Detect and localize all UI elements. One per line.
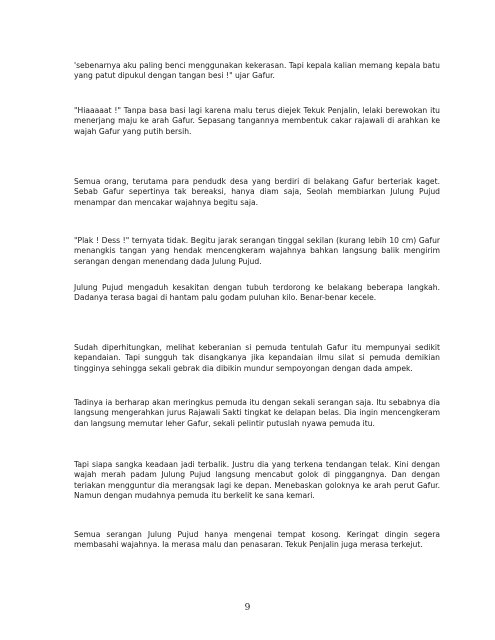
paragraph-1: 'sebenarnya aku paling benci menggunakan kekerasan. Tapi kepala kalian memang kepala batu yang patut dipukul dengan tangan besi !" ujar Gafur. <box>74 61 440 81</box>
page-number: 9 <box>244 603 251 613</box>
paragraph-5: Julung Pujud mengaduh kesakitan dengan tubuh terdorong ke belakang beberapa langkah. Dadanya terasa bagai di hantam palu godam puluhan kilo. Benar-benar kecele. <box>74 283 440 303</box>
paragraph-3: Semua orang, terutama para pendudk desa yang berdiri di belakang Gafur berteriak kaget. Sebab Gafur sepertinya tak bereaksi, hanya diam saja, Seolah membiarkan Julung Pujud menampar dan mencakar wajahnya begitu saja. <box>74 177 440 207</box>
paragraph-7: Tadinya ia berharap akan meringkus pemuda itu dengan sekali serangan saja. Itu sebabnya dia langsung mengerahkan jurus Rajawali Sakti tingkat ke delapan belas. Dia ingin mencengkeram dan langsung memutar leher Gafur, sekali pelintir putuslah nyawa pemuda itu. <box>74 398 440 428</box>
paragraph-8: Tapi siapa sangka keadaan jadi terbalik. Justru dia yang terkena tendangan telak. Kini dengan wajah merah padam Julung Pujud langsung mencabut golok di pinggangnya. Dan dengan teriakan mengguntur dia merangsak lagi ke depan. Menebaskan goloknya ke arah perut Gafur. Namun dengan mudahnya pemuda itu berkelit ke sana kemari. <box>74 460 440 501</box>
paragraph-6: Sudah diperhitungkan, melihat keberanian si pemuda tentulah Gafur itu mempunyai sedikit kepandaian. Tapi sungguh tak disangkanya jika kepandaian ilmu silat si pemuda demikian tingginya sehingga sekali gebrak dia dibikin mundur sempoyongan dengan dada ampek. <box>74 343 440 373</box>
paragraph-2: "Hiaaaaat !" Tanpa basa basi lagi karena malu terus diejek Tekuk Penjalin, lelaki berewokan itu menerjang maju ke arah Gafur. Sepasang tangannya membentuk cakar rajawali di arahkan ke wajah Gafur yang putih bersih. <box>74 106 440 136</box>
paragraph-4: "Plak ! Dess !" ternyata tidak. Begitu jarak serangan tinggal sekilan (kurang lebih 10 cm) Gafur menangkis tangan yang hendak mencengkeram wajahnya bahkan langsung balik mengirim serangan dengan menendang dada Julung Pujud. <box>74 236 440 266</box>
paragraph-9: Semua serangan Julung Pujud hanya mengenai tempat kosong. Keringat dingin segera membasahi wajahnya. Ia merasa malu dan penasaran. Tekuk Penjalin juga merasa terkejut. <box>74 530 440 550</box>
